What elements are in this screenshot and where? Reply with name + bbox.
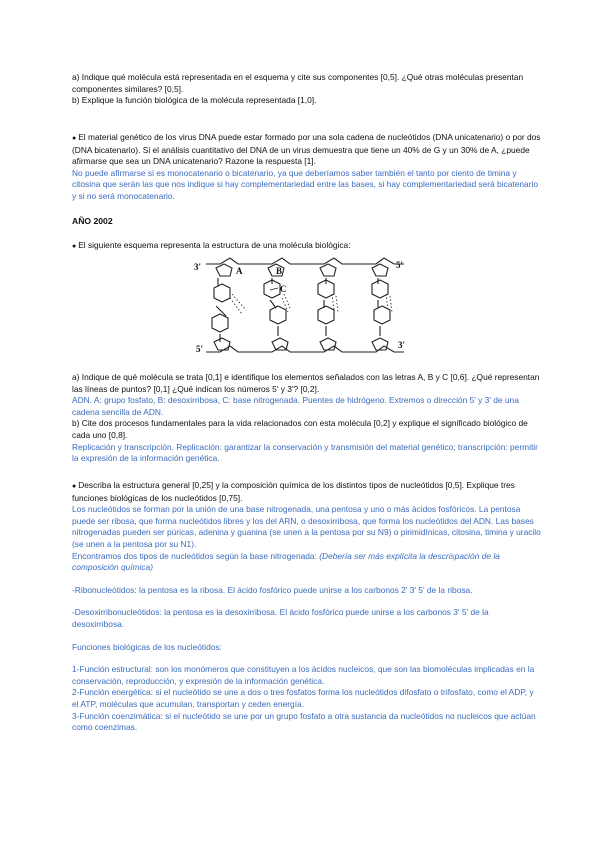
dna-strand-diagram xyxy=(190,254,412,366)
question-1a: a) Indique qué molécula está representada en el esquema y cite sus componentes [0,5]. ¿Qué otras moléculas presentan componentes similares? [0,5]. xyxy=(72,72,524,94)
label-a: A xyxy=(236,266,243,276)
question-3a: a) Indique de qué molécula se trata [0,1] e identifique los elementos señalados con las letras A, B y C [0,6]. ¿Qué representan las líneas de puntos? [0,1] ¿Qué indican los números 5' y 3'? [0,2]. xyxy=(72,372,540,394)
nucleotide-column-3 xyxy=(318,264,336,350)
label-c: C xyxy=(280,284,287,294)
question-3-intro xyxy=(72,240,542,253)
question-3b: b) Cite dos procesos fundamentales para la vida relacionados con esta molécula [0,2] y explique el significado biológico de cada uno [0,8]. xyxy=(72,418,528,440)
question-4-text: ● Describa la estructura general [0,25] y la composición química de los distintos tipos de nucleótidos [0,5]. Explique tres funciones biológicas de los nucleótidos [0,75]. xyxy=(72,480,542,504)
answer-3b: Replicación y transcripción. Replicación: garantizar la conservación y transmisión del material genético; transcripción: permitir la expresión de la información genética. xyxy=(72,441,538,464)
label-3prime-bottom: 3' xyxy=(398,340,406,350)
nucleotide-column-4 xyxy=(372,264,390,350)
teacher-note: (Debería ser más explícita la descrispación de la composición química) xyxy=(72,550,500,573)
question-2 xyxy=(72,132,542,203)
answer-4-types-text: Encontramos dos tipos de nucleótidos según la base nitrogenada: xyxy=(72,550,317,561)
year-heading: AÑO 2002 xyxy=(72,216,113,226)
answer-4-structure: Los nucleótidos se forman por la unión de una base nitrogenada, una pentosa y uno o más ácidos fosfóricos. La pentosa puede ser ribosa, que forma nucleótidos libres y los del ARN, o desoxirribosa, que forma los nucleótidos del ADN. Las bases nitrogenadas pueden ser púricas, adenina y guanina (se unen a la pentosa por su N9) o pirimidínicas, citosina, timina y uracilo (se unen a la pentosa por su N1). xyxy=(72,504,541,549)
question-1b: b) Explique la función biológica de la molécula representada [1,0]. xyxy=(72,95,317,106)
function-coenzymatic: 3-Función coenzimática: si el nucleótido se une por un grupo fosfato a otra sustancia da nucleótidos no nucleicos que actúan como coenzimas. xyxy=(72,710,536,733)
question-3-intro-text: ● El siguiente esquema representa la estructura de una molécula biológica: xyxy=(72,240,542,253)
question-2-text: ● El material genético de los virus DNA puede estar formado por una sola cadena de nucleótidos (DNA unicatenario) o por dos (DNA bicatenario). Si el análisis cuantitativo del DNA de un virus demuestra que tiene un 40% de G y un 30% de A, ¿puede afirmarse que sea un DNA unicatenario? Razone la respuesta [1]. xyxy=(72,132,542,168)
top-backbone xyxy=(206,258,404,264)
function-structural: 1-Función estructural: son los monómeros que constituyen a los ácidos nucleicos, que son las biomoléculas implicadas en la conservación, reproducción, y expresión de la información genética. xyxy=(72,664,535,686)
function-energetic: 2-Función energética: si el nucleótido se une a dos o tres fosfatos forma los nucleótidos difosfato o trifosfato, como el ADP, y el ATP, moléculas que acumulan, transportan y ceden energía. xyxy=(72,687,534,709)
label-5prime-bottom: 5' xyxy=(196,344,204,354)
ribonucleotides: -Ribonucleótidos: la pentosa es la ribosa. El ácido fosfórico puede unirse a los carbonos 2' 3' 5' de la ribosa. xyxy=(72,584,473,595)
label-5prime-top: 5' xyxy=(396,260,404,270)
functions-title: Funciones biológicas de los nucleótidos: xyxy=(72,641,222,652)
question-4 xyxy=(72,480,542,734)
question-1 xyxy=(72,72,542,107)
nucleotide-column-1 xyxy=(212,264,232,350)
answer-2: No puede afirmarse si es monocatenario o bicatenario, ya que deberíamos saber también el tanto por ciento de timina y citosina que serán las que nos indique si hay complementariedad entre las bases, si hay complementariedad será bicatenario y si no será monocatenario. xyxy=(72,167,539,201)
question-3 xyxy=(72,372,542,465)
label-3prime-top: 3' xyxy=(194,262,202,272)
deoxyribonucleotides: -Desoxirribonucleótidos: la pentosa es la desoxirribosa. El ácido fosfórico puede unirse a los carbonos 3' 5' de la desoxirribosa. xyxy=(72,607,489,629)
hydrogen-bonds xyxy=(230,294,392,314)
answer-3a: ADN. A: grupo fosfato, B: desoxirribosa, C: base nitrogenada. Puentes de hidrógeno. Extremos o dirección 5' y 3' de una cadena sencilla de ADN. xyxy=(72,395,519,417)
answer-4-types-intro xyxy=(72,551,542,574)
label-b: B xyxy=(276,266,283,276)
nucleotide-column-2 xyxy=(264,264,288,350)
